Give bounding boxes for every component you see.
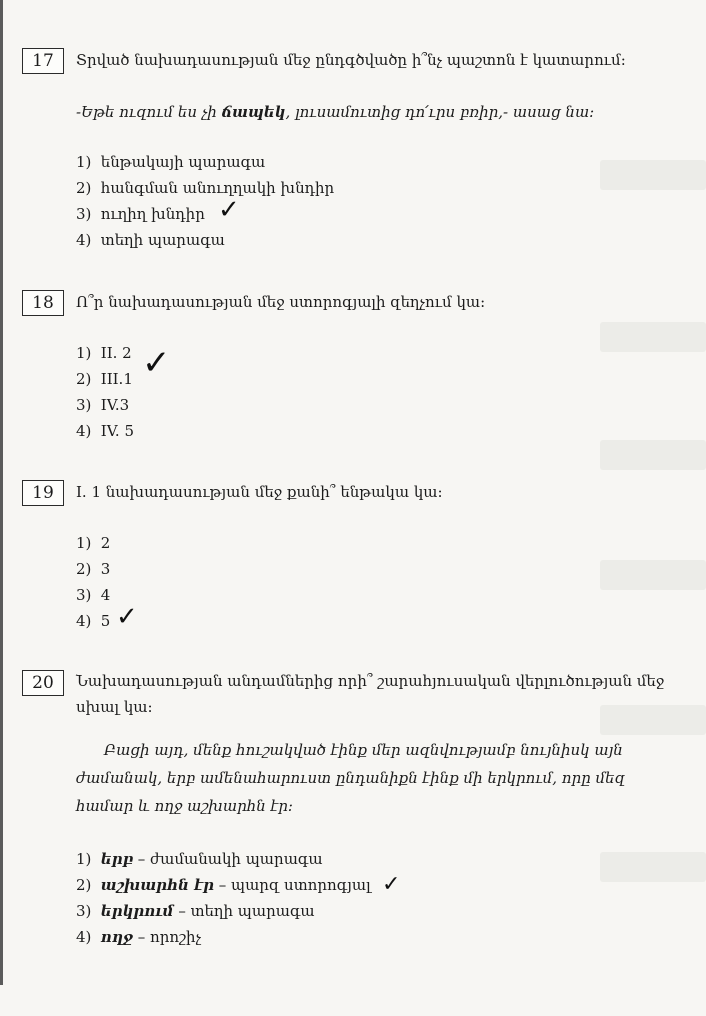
option-label: ուղիղ խնդիր xyxy=(100,205,205,223)
options-list xyxy=(76,530,138,634)
check-mark-icon: ✓ xyxy=(382,872,401,897)
option-label: 4 xyxy=(100,586,111,604)
question-number: 19 xyxy=(22,480,64,506)
option-label: IV. 5 xyxy=(100,422,134,440)
option-number: 4) xyxy=(76,928,92,946)
answer-option[interactable] xyxy=(76,846,371,872)
option-number: 1) xyxy=(76,534,92,552)
answer-option[interactable] xyxy=(76,392,134,418)
bleed-through-mark xyxy=(600,160,706,190)
answer-option[interactable] xyxy=(76,924,371,950)
quote-sentence xyxy=(76,98,682,126)
answer-option[interactable] xyxy=(76,418,134,444)
option-label: – ժամանակի պարագա xyxy=(133,850,323,868)
quote-underlined-word: ճապեկ xyxy=(221,103,286,121)
option-number: 3) xyxy=(76,396,92,414)
option-number: 3) xyxy=(76,586,92,604)
answer-option[interactable] xyxy=(76,195,334,227)
question-text: Նախադասության անդամներից որի՞ շարահյուսական վերլուծության մեջ սխալ կա: xyxy=(76,672,665,716)
answer-option[interactable] xyxy=(76,227,334,253)
bleed-through-mark xyxy=(600,852,706,882)
quote-sentence: Բացի այդ, մենք հուշակված էինք մեր ազնվությամբ նույնիսկ այն ժամանակ, երբ ամենահարուստ ընդանիքն էինք մի երկրում, որը մեզ համար և ողջ աշխարհն էր: xyxy=(76,741,625,815)
option-number: 2) xyxy=(76,179,92,197)
quote-text: , լուսամուտից դո՛ւրս բռիր,- ասաց նա: xyxy=(285,103,595,121)
bleed-through-mark xyxy=(600,322,706,352)
option-label: – պարզ ստորոգյալ xyxy=(213,876,371,894)
option-number: 3) xyxy=(76,205,92,223)
option-number: 4) xyxy=(76,422,92,440)
option-number: 2) xyxy=(76,876,92,894)
option-keyword: ողջ xyxy=(100,928,133,946)
options-list xyxy=(76,149,334,253)
answer-option[interactable] xyxy=(76,602,138,634)
options-list xyxy=(76,340,171,444)
option-label: հանգման անուղղակի խնդիր xyxy=(100,179,335,197)
option-label: IV.3 xyxy=(100,396,130,414)
option-number: 1) xyxy=(76,850,92,868)
page-edge xyxy=(0,0,3,985)
option-label: 3 xyxy=(100,560,111,578)
check-mark-icon: ✓ xyxy=(218,195,240,225)
option-number: 4) xyxy=(76,612,92,630)
answer-option[interactable] xyxy=(76,340,134,366)
option-label: ենթակայի պարագա xyxy=(100,153,266,171)
option-label: II. 2 xyxy=(100,344,132,362)
answer-option[interactable] xyxy=(76,149,334,175)
option-label: 2 xyxy=(100,534,111,552)
quote-text: -Եթե ուզում ես չի xyxy=(76,103,217,121)
answer-option[interactable] xyxy=(76,556,110,582)
question-text: Տրված նախադասության մեջ ընդգծվածը ի՞նչ պաշտոն է կատարում: xyxy=(76,51,626,69)
option-number: 4) xyxy=(76,231,92,249)
option-number: 2) xyxy=(76,370,92,388)
option-keyword: երկրում xyxy=(100,902,174,920)
answer-option[interactable] xyxy=(76,582,110,608)
option-keyword: երբ xyxy=(100,850,133,868)
option-keyword: աշխարհն էր xyxy=(100,876,214,894)
check-mark-icon: ✓ xyxy=(142,343,171,383)
option-number: 2) xyxy=(76,560,92,578)
option-label: – տեղի պարագա xyxy=(173,902,315,920)
bleed-through-mark xyxy=(600,560,706,590)
option-label: 5 xyxy=(100,612,111,630)
option-label: – որոշիչ xyxy=(132,928,202,946)
answer-option[interactable] xyxy=(76,530,110,556)
bleed-through-mark xyxy=(600,440,706,470)
question-text: I. 1 նախադասության մեջ քանի՞ ենթակա կա: xyxy=(76,483,443,501)
option-label: տեղի պարագա xyxy=(100,231,225,249)
check-mark-icon: ✓ xyxy=(116,602,138,632)
question-number: 17 xyxy=(22,48,64,74)
answer-option[interactable] xyxy=(76,872,401,898)
question-number: 20 xyxy=(22,670,64,696)
answer-option[interactable] xyxy=(76,898,371,924)
option-number: 1) xyxy=(76,153,92,171)
options-list xyxy=(76,846,401,950)
question-number: 18 xyxy=(22,290,64,316)
option-number: 3) xyxy=(76,902,92,920)
option-number: 1) xyxy=(76,344,92,362)
answer-option[interactable] xyxy=(76,175,334,201)
option-label: III.1 xyxy=(100,370,133,388)
question-text: Ո՞ր նախադասության մեջ ստորոգյալի զեղչում կա: xyxy=(76,293,486,311)
